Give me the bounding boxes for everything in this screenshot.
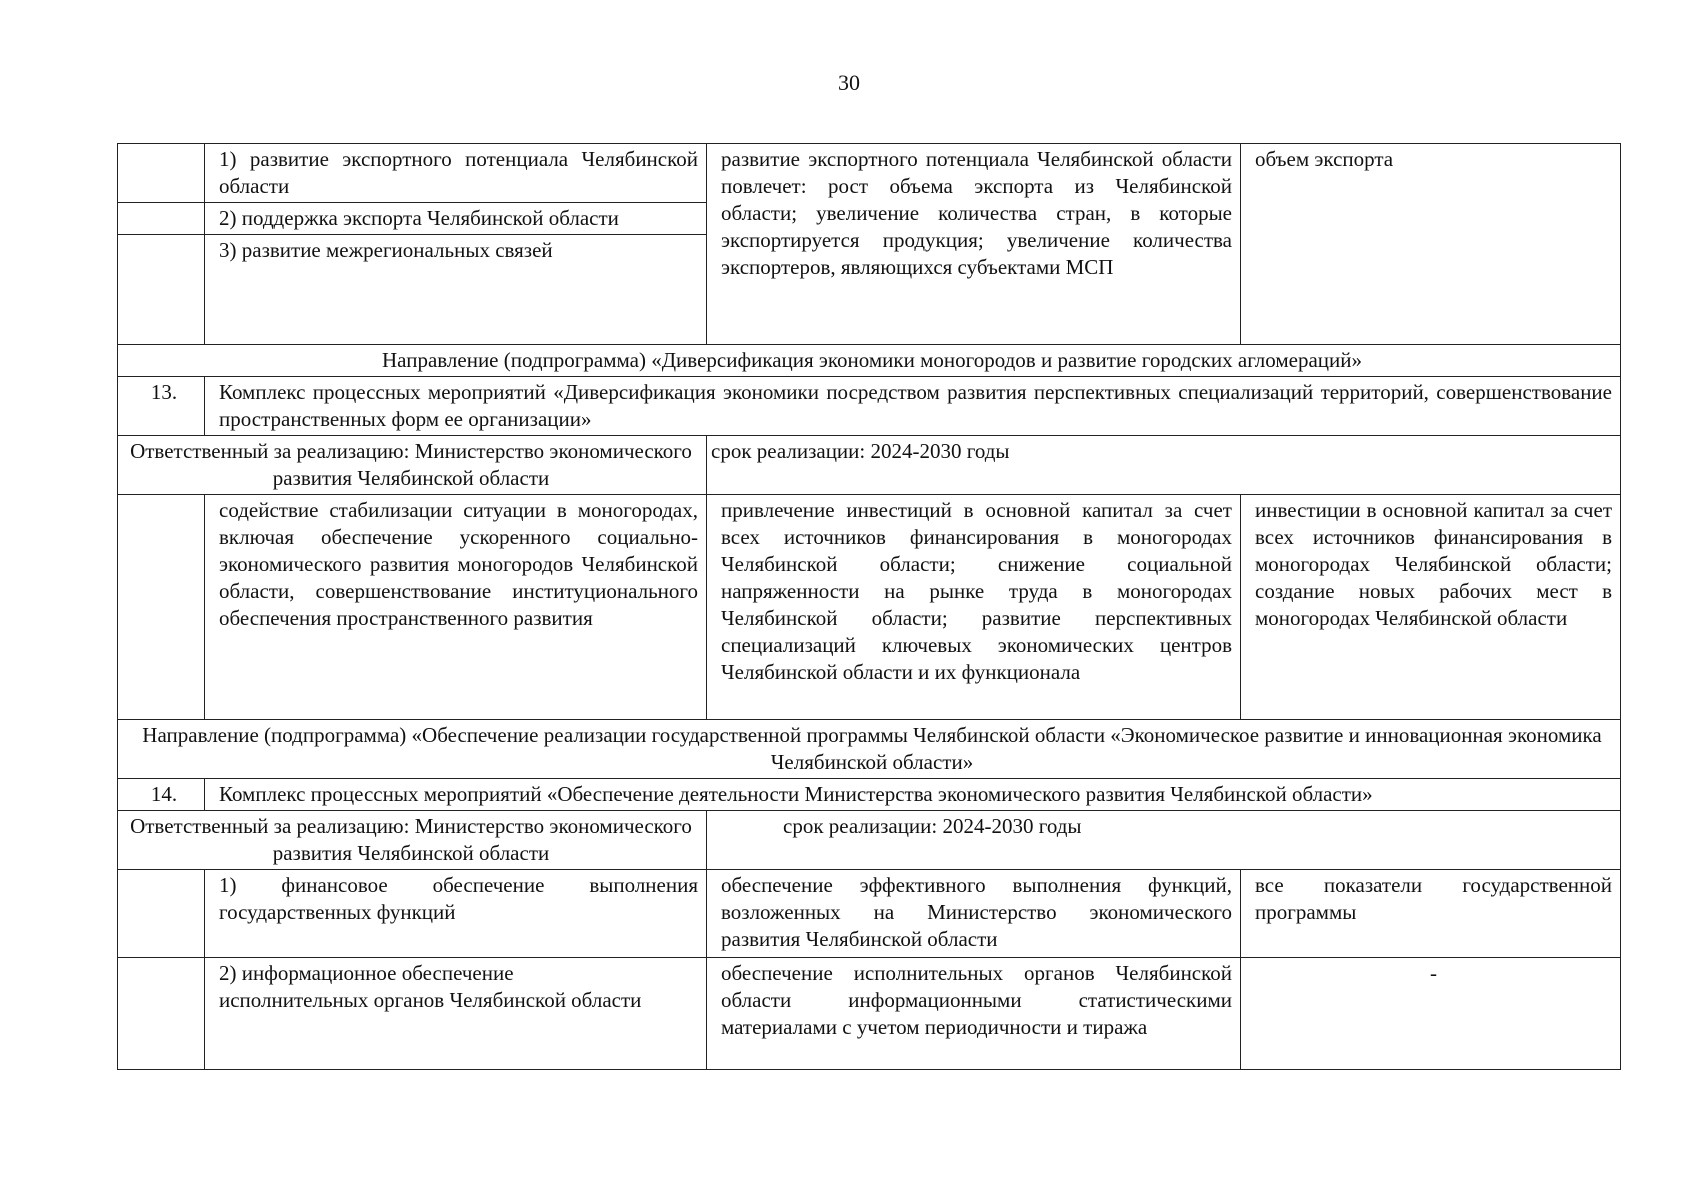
number-cell <box>118 870 205 958</box>
term-text: срок реализации: 2024-2030 годы <box>707 811 1621 870</box>
table-row <box>118 495 1621 720</box>
direction-row <box>118 345 1621 377</box>
direction-row <box>118 720 1621 779</box>
indicator-cell: инвестиции в основной капитал за счет всех источников финансирования в моногородах Челябинской области; создание новых рабочих мест в моногородах Челябинской области <box>1241 495 1621 720</box>
complex-number: 13. <box>118 377 205 436</box>
number-cell <box>118 144 205 203</box>
task-cell: 1) развитие экспортного потенциала Челябинской области <box>205 144 707 203</box>
direction-title: Направление (подпрограмма) «Диверсификация экономики моногородов и развитие городских агломераций» <box>118 345 1621 377</box>
responsible-text: Ответственный за реализацию: Министерство экономического развития Челябинской области <box>118 811 707 870</box>
number-cell <box>118 958 205 1070</box>
complex-row <box>118 377 1621 436</box>
task-cell: 2) поддержка экспорта Челябинской области <box>205 203 707 235</box>
effect-cell: привлечение инвестиций в основной капитал за счет всех источников финансирования в моногородах Челябинской области; снижение социальной напряженности на рынке труда в моногородах Челябинской области; развитие перспективных специализаций ключевых экономических центров Челябинской области и их функционала <box>707 495 1241 720</box>
table-row <box>118 870 1621 958</box>
effect-cell: обеспечение исполнительных органов Челябинской области информационными статистическими материалами с учетом периодичности и тиража <box>707 958 1241 1070</box>
number-cell <box>118 235 205 345</box>
task-cell: содействие стабилизации ситуации в моногородах, включая обеспечение ускоренного социально-экономического развития моногородов Челябинской области, совершенствование институционального обеспечения пространственного развития <box>205 495 707 720</box>
responsible-text: Ответственный за реализацию: Министерство экономического развития Челябинской области <box>118 436 707 495</box>
table-row <box>118 958 1621 1070</box>
effect-cell: развитие экспортного потенциала Челябинской области повлечет: рост объема экспорта из Челябинской области; увеличение количества стран, в которые экспортируется продукция; увеличение количества экспортеров, являющихся субъектами МСП <box>707 144 1241 345</box>
number-cell <box>118 495 205 720</box>
task-cell: 3) развитие межрегиональных связей <box>205 235 707 345</box>
effect-cell: обеспечение эффективного выполнения функций, возложенных на Министерство экономического развития Челябинской области <box>707 870 1241 958</box>
responsible-row <box>118 436 1621 495</box>
indicator-cell: все показатели государственной программы <box>1241 870 1621 958</box>
complex-title: Комплекс процессных мероприятий «Обеспечение деятельности Министерства экономического развития Челябинской области» <box>205 779 1621 811</box>
number-cell <box>118 203 205 235</box>
program-table <box>117 143 1621 1070</box>
direction-title: Направление (подпрограмма) «Обеспечение реализации государственной программы Челябинской области «Экономическое развитие и инновационная экономика Челябинской области» <box>118 720 1621 779</box>
task-cell: 2) информационное обеспечение исполнительных органов Челябинской области <box>205 958 707 1070</box>
indicator-cell: - <box>1241 958 1621 1070</box>
complex-number: 14. <box>118 779 205 811</box>
complex-row <box>118 779 1621 811</box>
indicator-cell: объем экспорта <box>1241 144 1621 345</box>
term-text: срок реализации: 2024-2030 годы <box>707 436 1621 495</box>
page-number: 30 <box>838 70 860 95</box>
complex-title: Комплекс процессных мероприятий «Диверсификация экономики посредством развития перспективных специализаций территорий, совершенствование пространственных форм ее организации» <box>205 377 1621 436</box>
responsible-row <box>118 811 1621 870</box>
task-cell: 1) финансовое обеспечение выполнения государственных функций <box>205 870 707 958</box>
table-row <box>118 144 1621 203</box>
